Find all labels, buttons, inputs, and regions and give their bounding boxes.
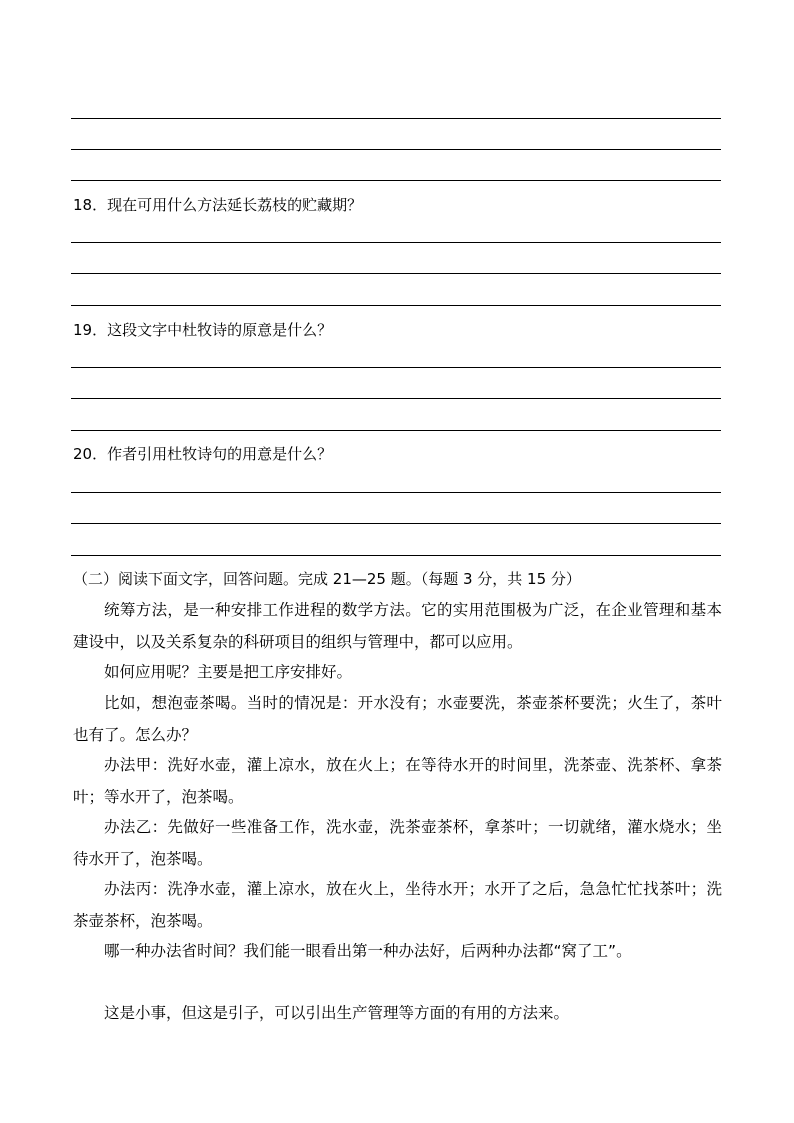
paragraph: 办法丙：洗净水壶，灌上凉水，放在火上，坐待水开；水开了之后，急急忙忙找茶叶；洗茶壶茶杯，泡茶喝。 bbox=[73, 880, 722, 930]
answer-line bbox=[71, 367, 721, 368]
answer-line bbox=[71, 242, 721, 243]
paragraph: 办法乙：先做好一些准备工作，洗水壶，洗茶壶茶杯，拿茶叶；一切就绪，灌水烧水；坐待水开了，泡茶喝。 bbox=[73, 818, 722, 868]
paragraph: 统筹方法，是一种安排工作进程的数学方法。它的实用范围极为广泛，在企业管理和基本建设中，以及关系复杂的科研项目的组织与管理中，都可以应用。 bbox=[73, 601, 722, 651]
paragraph: 如何应用呢？主要是把工序安排好。 bbox=[104, 663, 353, 681]
paragraph: 这是小事，但这是引子，可以引出生产管理等方面的有用的方法来。 bbox=[104, 1004, 570, 1022]
question-20: 20．作者引用杜牧诗句的用意是什么？ bbox=[73, 445, 333, 463]
question-18: 18．现在可用什么方法延长荔枝的贮藏期？ bbox=[73, 196, 363, 214]
section-heading: （二）阅读下面文字，回答问题。完成 21—25 题。（每题 3 分，共 15 分） bbox=[73, 570, 581, 588]
question-19: 19．这段文字中杜牧诗的原意是什么？ bbox=[73, 321, 333, 339]
answer-line bbox=[71, 492, 721, 493]
paragraph: 哪一种办法省时间？我们能一眼看出第一种办法好，后两种办法都“窝了工”。 bbox=[104, 942, 632, 960]
answer-line bbox=[71, 273, 721, 274]
answer-line bbox=[71, 523, 721, 524]
answer-line bbox=[71, 118, 721, 119]
answer-line bbox=[71, 555, 721, 556]
answer-line bbox=[71, 305, 721, 306]
answer-line bbox=[71, 398, 721, 399]
paragraph: 办法甲：洗好水壶，灌上凉水，放在火上；在等待水开的时间里，洗茶壶、洗茶杯、拿茶叶；等水开了，泡茶喝。 bbox=[73, 756, 722, 806]
answer-line bbox=[71, 180, 721, 181]
answer-line bbox=[71, 430, 721, 431]
answer-line bbox=[71, 149, 721, 150]
paragraph: 比如，想泡壶茶喝。当时的情况是：开水没有；水壶要洗，茶壶茶杯要洗；火生了，茶叶也有了。怎么办？ bbox=[73, 694, 722, 744]
